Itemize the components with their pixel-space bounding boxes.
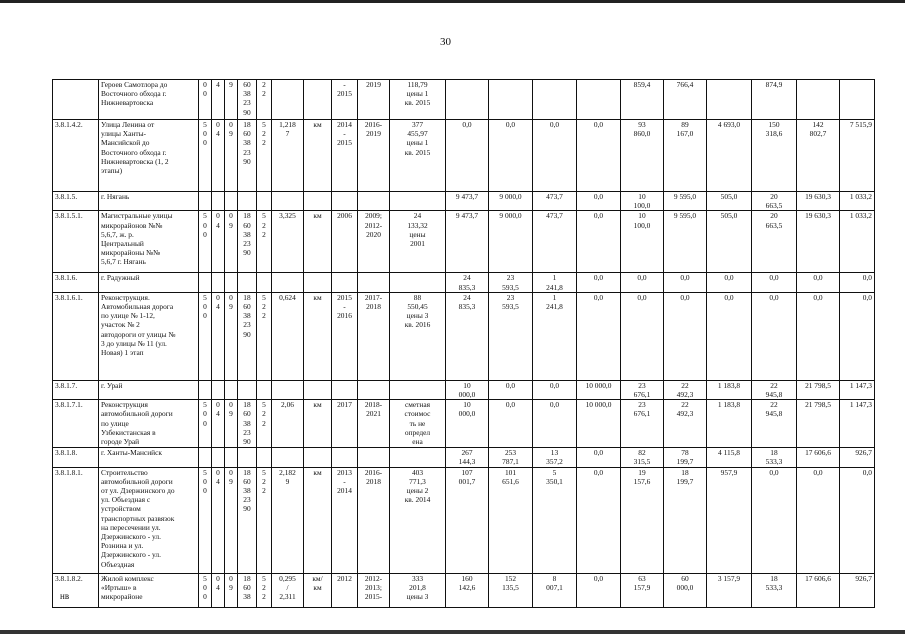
cost-cell: сметная стоимос ть не определ ена <box>390 400 446 448</box>
row-name: Героев Самотлора до Восточного обхода г. Нижневартовска <box>99 80 199 120</box>
amount-1: 160 142,6 <box>446 573 489 607</box>
code-2: 0 4 <box>212 400 225 448</box>
row-id: 3.8.1.8. <box>53 448 99 467</box>
amount-10: 1 147,3 <box>840 400 875 448</box>
amount-1: 0,0 <box>446 120 489 192</box>
amount-2: 0,0 <box>489 120 533 192</box>
code-3: 0 9 <box>225 400 238 448</box>
amount-8: 20 663,5 <box>752 192 797 211</box>
code-4: 18 60 38 23 90 <box>238 467 257 573</box>
code-4: 18 60 38 23 90 <box>238 292 257 380</box>
amount-3: 473,7 <box>533 211 577 273</box>
start-year: 2012 <box>332 573 358 607</box>
unit-cell: км <box>304 400 332 448</box>
code-5 <box>257 273 272 292</box>
amount-9: 19 630,3 <box>797 211 840 273</box>
length-cell: 2,182 9 <box>272 467 304 573</box>
row-id: 3.8.1.6. <box>53 273 99 292</box>
code-3: 0 9 <box>225 467 238 573</box>
amount-4: 0,0 <box>577 573 621 607</box>
amount-7: 1 183,8 <box>707 380 752 399</box>
amount-7: 0,0 <box>707 273 752 292</box>
code-2 <box>212 380 225 399</box>
row-name: Строительство автомобильной дороги от ул. Дзержинского до ул. Объездная с устройством транспортных развязок на пересечении ул. Дзержинского - ул. Рознина и ул. Дзержинского - ул. Объездная <box>99 467 199 573</box>
code-1: 5 0 0 <box>199 211 212 273</box>
code-4 <box>238 380 257 399</box>
code-2: 0 4 <box>212 467 225 573</box>
amount-5: 93 860,0 <box>621 120 664 192</box>
unit-cell <box>304 192 332 211</box>
row-id: 3.8.1.5.1. <box>53 211 99 273</box>
footer-mark: нв <box>60 591 70 601</box>
amount-8: 20 663,5 <box>752 211 797 273</box>
table-row <box>53 80 875 120</box>
amount-10: 1 147,3 <box>840 380 875 399</box>
amount-6: 22 492,3 <box>664 380 707 399</box>
end-year: 2016- 2019 <box>358 120 390 192</box>
amount-9: 17 606,6 <box>797 573 840 607</box>
row-name: Жилой комплекс «Иртыш» в микрорайоне <box>99 573 199 607</box>
code-1 <box>199 273 212 292</box>
amount-5: 0,0 <box>621 273 664 292</box>
amount-10: 0,0 <box>840 292 875 380</box>
code-4: 18 60 38 23 90 <box>238 120 257 192</box>
length-cell: 0,295 / 2,311 <box>272 573 304 607</box>
code-1 <box>199 448 212 467</box>
amount-3 <box>533 80 577 120</box>
length-cell: 0,624 <box>272 292 304 380</box>
amount-1: 24 835,3 <box>446 292 489 380</box>
amount-6: 9 595,0 <box>664 211 707 273</box>
amount-7: 4 693,0 <box>707 120 752 192</box>
row-name: Реконструкция автомобильной дороги по улице Узбекистанская в городе Урай <box>99 400 199 448</box>
unit-cell: км <box>304 120 332 192</box>
row-id: 3.8.1.4.2. <box>53 120 99 192</box>
row-name: г. Урай <box>99 380 199 399</box>
row-name: Улица Ленина от улицы Ханты- Мансийской до Восточного обхода г. Нижневартовска (1, 2 этапы) <box>99 120 199 192</box>
table-row <box>53 448 875 467</box>
start-year <box>332 448 358 467</box>
amount-10: 926,7 <box>840 448 875 467</box>
amount-4 <box>577 80 621 120</box>
end-year: 2017- 2018 <box>358 292 390 380</box>
amount-7: 3 157,9 <box>707 573 752 607</box>
amount-3: 8 007,1 <box>533 573 577 607</box>
amount-10: 0,0 <box>840 467 875 573</box>
unit-cell: км <box>304 292 332 380</box>
amount-5: 10 100,0 <box>621 211 664 273</box>
amount-2: 9 000,0 <box>489 211 533 273</box>
amount-6: 60 000,0 <box>664 573 707 607</box>
length-cell <box>272 192 304 211</box>
start-year <box>332 192 358 211</box>
code-5: 2 2 <box>257 80 272 120</box>
table-row <box>53 292 875 380</box>
amount-6: 0,0 <box>664 273 707 292</box>
amount-6: 18 199,7 <box>664 467 707 573</box>
amount-9: 19 630,3 <box>797 192 840 211</box>
end-year <box>358 448 390 467</box>
code-2: 0 4 <box>212 211 225 273</box>
amount-7: 957,9 <box>707 467 752 573</box>
end-year <box>358 192 390 211</box>
end-year <box>358 273 390 292</box>
code-1 <box>199 380 212 399</box>
cost-cell <box>390 380 446 399</box>
code-3 <box>225 448 238 467</box>
code-2: 0 4 <box>212 120 225 192</box>
amount-9 <box>797 80 840 120</box>
amount-4: 10 000,0 <box>577 380 621 399</box>
end-year: 2009; 2012- 2020 <box>358 211 390 273</box>
amount-6: 9 595,0 <box>664 192 707 211</box>
amount-10 <box>840 80 875 120</box>
row-id <box>53 80 99 120</box>
amount-8: 22 945,8 <box>752 380 797 399</box>
amount-9: 142 802,7 <box>797 120 840 192</box>
amount-4: 0,0 <box>577 211 621 273</box>
length-cell: 1,218 7 <box>272 120 304 192</box>
code-2: 0 4 <box>212 573 225 607</box>
start-year: 2006 <box>332 211 358 273</box>
cost-cell: 377 455,97 цены 1 кв. 2015 <box>390 120 446 192</box>
amount-3: 5 350,1 <box>533 467 577 573</box>
amount-1: 9 473,7 <box>446 211 489 273</box>
length-cell <box>272 448 304 467</box>
amount-5: 23 676,1 <box>621 400 664 448</box>
code-4 <box>238 448 257 467</box>
start-year: 2014 - 2015 <box>332 120 358 192</box>
amount-4: 0,0 <box>577 192 621 211</box>
amount-4: 0,0 <box>577 467 621 573</box>
code-2 <box>212 192 225 211</box>
unit-cell: км/ км <box>304 573 332 607</box>
table-row <box>53 573 875 607</box>
amount-3: 0,0 <box>533 380 577 399</box>
unit-cell <box>304 380 332 399</box>
code-3: 0 9 <box>225 120 238 192</box>
row-name: Реконструкция. Автомобильная дорога по улице № 1-12, участок № 2 автодороги от улицы № 3 до улицы № 11 (ул. Новая) 1 этап <box>99 292 199 380</box>
amount-5: 10 100,0 <box>621 192 664 211</box>
amount-6: 22 492,3 <box>664 400 707 448</box>
row-id: 3.8.1.5. <box>53 192 99 211</box>
unit-cell <box>304 448 332 467</box>
code-3: 0 9 <box>225 211 238 273</box>
start-year <box>332 273 358 292</box>
table-row <box>53 211 875 273</box>
amount-9: 21 798,5 <box>797 380 840 399</box>
row-name: г. Ханты-Мансийск <box>99 448 199 467</box>
scan-bottom-edge <box>0 630 905 634</box>
code-5 <box>257 380 272 399</box>
unit-cell <box>304 273 332 292</box>
amount-10: 7 515,9 <box>840 120 875 192</box>
amount-2: 23 593,5 <box>489 292 533 380</box>
code-1: 0 0 <box>199 80 212 120</box>
cost-cell <box>390 192 446 211</box>
amount-5: 63 157,9 <box>621 573 664 607</box>
amount-2: 23 593,5 <box>489 273 533 292</box>
amount-8: 150 318,6 <box>752 120 797 192</box>
code-5 <box>257 192 272 211</box>
amount-8: 0,0 <box>752 292 797 380</box>
code-2 <box>212 273 225 292</box>
amount-3: 473,7 <box>533 192 577 211</box>
amount-2: 0,0 <box>489 400 533 448</box>
table-row <box>53 400 875 448</box>
row-name: Магистральные улицы микрорайонов №№ 5,6,7, ж. р. Центральный микрорайоны №№ 5,6,7 г. Нягань <box>99 211 199 273</box>
amount-1: 267 144,3 <box>446 448 489 467</box>
amount-1 <box>446 80 489 120</box>
code-5: 5 2 2 <box>257 573 272 607</box>
amount-3: 1 241,8 <box>533 292 577 380</box>
row-id: 3.8.1.8.2. <box>53 573 99 607</box>
length-cell <box>272 380 304 399</box>
code-1: 5 0 0 <box>199 400 212 448</box>
amount-1: 107 001,7 <box>446 467 489 573</box>
code-5: 5 2 2 <box>257 292 272 380</box>
code-4 <box>238 192 257 211</box>
table-row <box>53 192 875 211</box>
amount-7 <box>707 80 752 120</box>
amount-6: 0,0 <box>664 292 707 380</box>
amount-6: 766,4 <box>664 80 707 120</box>
amount-1: 10 000,0 <box>446 380 489 399</box>
length-cell <box>272 80 304 120</box>
amount-2: 152 135,5 <box>489 573 533 607</box>
amount-6: 78 199,7 <box>664 448 707 467</box>
amount-2: 101 651,6 <box>489 467 533 573</box>
row-id: 3.8.1.7.1. <box>53 400 99 448</box>
amount-3: 0,0 <box>533 120 577 192</box>
end-year: 2019 <box>358 80 390 120</box>
end-year: 2016- 2018 <box>358 467 390 573</box>
code-3: 9 <box>225 80 238 120</box>
code-2: 4 <box>212 80 225 120</box>
amount-9: 21 798,5 <box>797 400 840 448</box>
row-name: г. Радужный <box>99 273 199 292</box>
amount-6: 89 167,0 <box>664 120 707 192</box>
length-cell: 3,325 <box>272 211 304 273</box>
amount-3: 13 357,2 <box>533 448 577 467</box>
table-row <box>53 273 875 292</box>
code-5: 5 2 2 <box>257 120 272 192</box>
unit-cell: км <box>304 211 332 273</box>
length-cell: 2,06 <box>272 400 304 448</box>
cost-cell: 333 201,8 цены 3 <box>390 573 446 607</box>
row-id: 3.8.1.6.1. <box>53 292 99 380</box>
amount-8: 18 533,3 <box>752 573 797 607</box>
amount-4: 0,0 <box>577 292 621 380</box>
scan-top-edge <box>0 0 905 3</box>
amount-8: 22 945,8 <box>752 400 797 448</box>
amount-4: 0,0 <box>577 448 621 467</box>
amount-4: 0,0 <box>577 120 621 192</box>
amount-8: 0,0 <box>752 273 797 292</box>
start-year: - 2015 <box>332 80 358 120</box>
cost-cell <box>390 273 446 292</box>
amount-7: 0,0 <box>707 292 752 380</box>
table-row <box>53 120 875 192</box>
code-1: 5 0 0 <box>199 467 212 573</box>
amount-9: 0,0 <box>797 292 840 380</box>
row-id: 3.8.1.8.1. <box>53 467 99 573</box>
amount-2: 0,0 <box>489 380 533 399</box>
start-year: 2017 <box>332 400 358 448</box>
amount-2 <box>489 80 533 120</box>
amount-5: 19 157,6 <box>621 467 664 573</box>
unit-cell <box>304 80 332 120</box>
cost-cell: 24 133,32 цены 2001 <box>390 211 446 273</box>
amount-4: 0,0 <box>577 273 621 292</box>
code-2: 0 4 <box>212 292 225 380</box>
amount-1: 24 835,3 <box>446 273 489 292</box>
amount-7: 505,0 <box>707 192 752 211</box>
amount-3: 1 241,8 <box>533 273 577 292</box>
end-year <box>358 380 390 399</box>
page-number: 30 <box>440 36 451 48</box>
start-year: 2015 - 2016 <box>332 292 358 380</box>
amount-5: 859,4 <box>621 80 664 120</box>
code-3 <box>225 273 238 292</box>
row-id: 3.8.1.7. <box>53 380 99 399</box>
code-1 <box>199 192 212 211</box>
amount-8: 0,0 <box>752 467 797 573</box>
cost-cell: 88 550,45 цены 3 кв. 2016 <box>390 292 446 380</box>
amount-1: 9 473,7 <box>446 192 489 211</box>
amount-5: 82 315,5 <box>621 448 664 467</box>
amount-9: 17 606,6 <box>797 448 840 467</box>
cost-cell: 118,79 цены 1 кв. 2015 <box>390 80 446 120</box>
end-year: 2012- 2013; 2015- <box>358 573 390 607</box>
code-1: 5 0 0 <box>199 292 212 380</box>
length-cell <box>272 273 304 292</box>
amount-2: 253 787,1 <box>489 448 533 467</box>
amount-8: 874,9 <box>752 80 797 120</box>
amount-3: 0,0 <box>533 400 577 448</box>
code-1: 5 0 0 <box>199 573 212 607</box>
code-3 <box>225 380 238 399</box>
amount-10: 926,7 <box>840 573 875 607</box>
amount-2: 9 000,0 <box>489 192 533 211</box>
code-5: 5 2 2 <box>257 467 272 573</box>
row-name: г. Нягань <box>99 192 199 211</box>
amount-9: 0,0 <box>797 467 840 573</box>
code-5: 5 2 2 <box>257 211 272 273</box>
amount-10: 1 033,2 <box>840 211 875 273</box>
code-1: 5 0 0 <box>199 120 212 192</box>
table-row <box>53 380 875 399</box>
amount-10: 0,0 <box>840 273 875 292</box>
code-2 <box>212 448 225 467</box>
amount-7: 1 183,8 <box>707 400 752 448</box>
code-4: 60 38 23 90 <box>238 80 257 120</box>
cost-cell: 403 771,3 цены 2 кв. 2014 <box>390 467 446 573</box>
code-5 <box>257 448 272 467</box>
code-3 <box>225 192 238 211</box>
code-4: 18 60 38 <box>238 573 257 607</box>
code-3: 0 9 <box>225 573 238 607</box>
code-3: 0 9 <box>225 292 238 380</box>
start-year <box>332 380 358 399</box>
start-year: 2013 - 2014 <box>332 467 358 573</box>
amount-9: 0,0 <box>797 273 840 292</box>
code-5: 5 2 2 <box>257 400 272 448</box>
code-4 <box>238 273 257 292</box>
end-year: 2018- 2021 <box>358 400 390 448</box>
table-row <box>53 467 875 573</box>
cost-cell <box>390 448 446 467</box>
unit-cell: км <box>304 467 332 573</box>
amount-7: 4 115,8 <box>707 448 752 467</box>
code-4: 18 60 38 23 90 <box>238 400 257 448</box>
amount-4: 10 000,0 <box>577 400 621 448</box>
budget-table <box>52 79 875 608</box>
amount-1: 10 000,0 <box>446 400 489 448</box>
amount-5: 23 676,1 <box>621 380 664 399</box>
amount-5: 0,0 <box>621 292 664 380</box>
amount-10: 1 033,2 <box>840 192 875 211</box>
code-4: 18 60 38 23 90 <box>238 211 257 273</box>
amount-8: 18 533,3 <box>752 448 797 467</box>
amount-7: 505,0 <box>707 211 752 273</box>
